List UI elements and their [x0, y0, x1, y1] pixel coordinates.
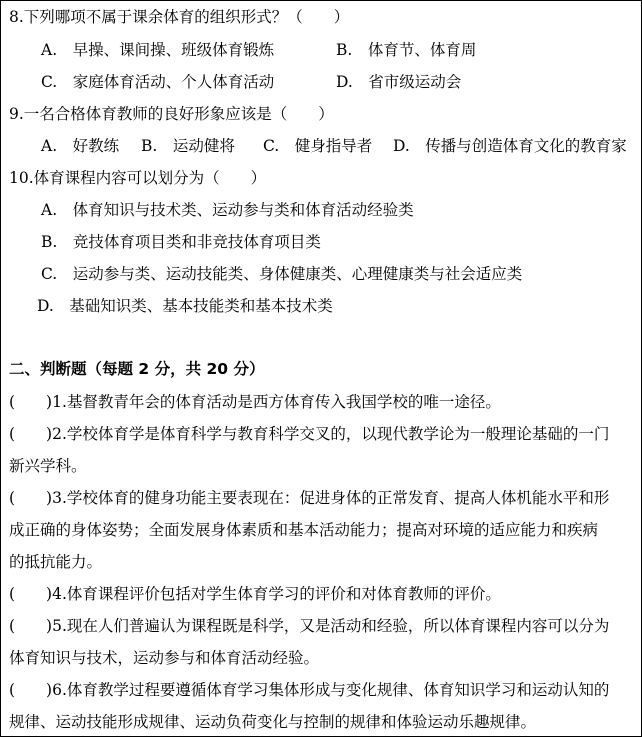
tf-item-3-line1: ( )3.学校体育的健身功能主要表现在：促进身体的正常发育、提高人体机能水平和形	[9, 489, 610, 507]
q9-option-c: C. 健身指导者	[263, 137, 373, 155]
q8-option-b: B. 体育节、体育周	[336, 41, 477, 59]
tf-item-6-line1: ( )6.体育教学过程要遵循体育学习集体形成与变化规律、体育知识学习和运动认知的	[9, 681, 610, 699]
q9-stem: 9.一名合格体育教师的良好形象应该是（ ）	[9, 105, 334, 123]
q10-stem: 10.体育课程内容可以划分为（ ）	[9, 169, 267, 187]
tf-item-2-line1: ( )2.学校体育学是体育科学与教育科学交叉的，以现代教学论为一般理论基础的一门	[9, 425, 610, 443]
q9-option-b: B. 运动健将	[141, 137, 235, 155]
q8-option-c: C. 家庭体育活动、个人体育活动	[41, 73, 275, 91]
q8-option-d: D. 省市级运动会	[336, 73, 462, 91]
tf-item-5-line2: 体育知识与技术，运动参与和体育活动经验。	[9, 649, 320, 667]
q9-option-d: D. 传播与创造体育文化的教育家	[393, 137, 627, 155]
tf-item-5-line1: ( )5.现在人们普遍认为课程既是科学，又是活动和经验，所以体育课程内容可以分为	[9, 617, 610, 635]
tf-item-2-line2: 新兴学科。	[9, 457, 87, 475]
q8-stem: 8.下列哪项不属于课余体育的组织形式？（ ）	[9, 8, 350, 26]
tf-item-3-line3: 的抵抗能力。	[9, 553, 103, 571]
q8-option-a: A. 早操、课间操、班级体育锻炼	[41, 41, 275, 59]
q9-option-a: A. 好教练	[41, 137, 120, 155]
tf-item-6-line2: 规律、运动技能形成规律、运动负荷变化与控制的规律和体验运动乐趣规律。	[9, 713, 537, 731]
q10-option-a: A. 体育知识与技术类、运动参与类和体育活动经验类	[41, 201, 414, 219]
tf-item-3-line2: 成正确的身体姿势；全面发展身体素质和基本活动能力；提高对环境的适应能力和疾病	[9, 521, 599, 539]
q10-option-c: C. 运动参与类、运动技能类、身体健康类、心理健康类与社会适应类	[41, 265, 523, 283]
q10-option-d: D. 基础知识类、基本技能类和基本技术类	[37, 297, 333, 315]
tf-item-1: ( )1.基督教青年会的体育活动是西方体育传入我国学校的唯一途径。	[9, 393, 501, 411]
section-title: 二、判断题（每题 2 分，共 20 分）	[9, 360, 265, 378]
tf-item-4: ( )4.体育课程评价包括对学生体育学习的评价和对体育教师的评价。	[9, 585, 501, 603]
q10-option-b: B. 竞技体育项目类和非竞技体育项目类	[41, 233, 321, 251]
